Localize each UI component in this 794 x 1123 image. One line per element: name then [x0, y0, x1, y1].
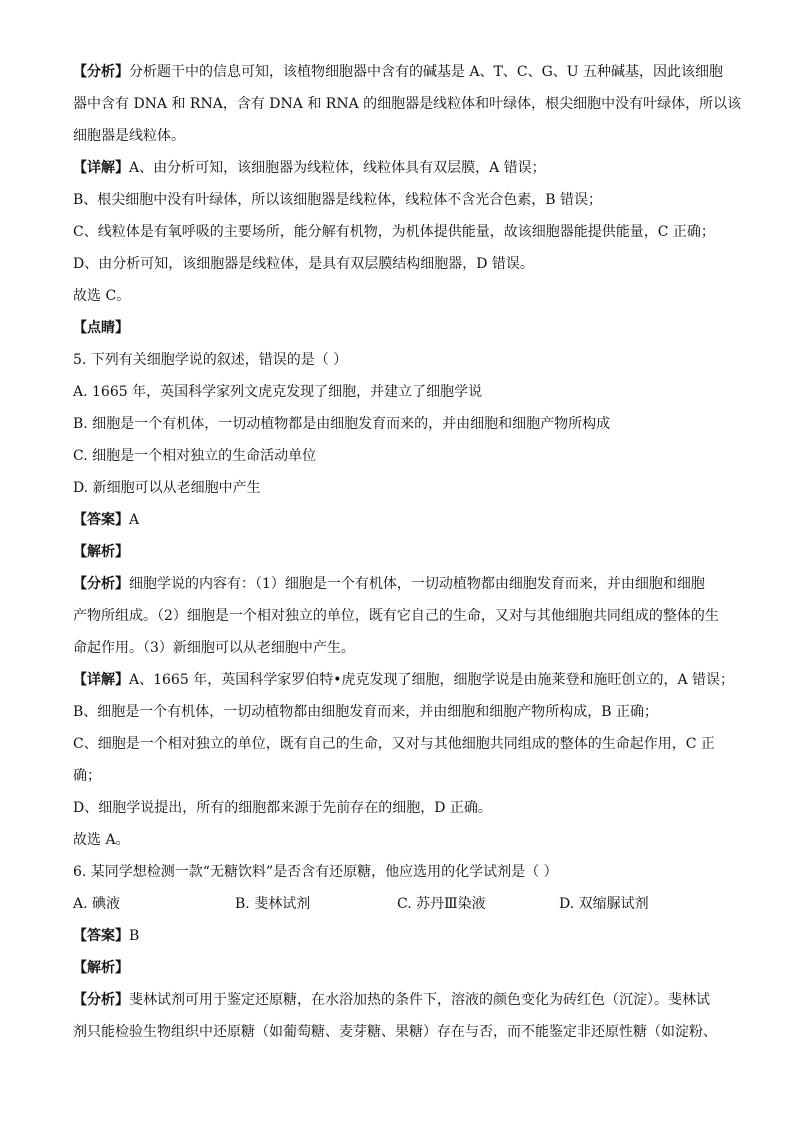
- text-line: 【解析】: [73, 544, 129, 560]
- text-line: D、细胞学说提出，所有的细胞都来源于先前存在的细胞，D 正确。: [73, 800, 492, 816]
- text-line: 【详解】A、1665 年，英国科学家罗伯特•虎克发现了细胞，细胞学说是由施莱登和施旺创立的，A 错误；: [73, 672, 735, 688]
- text-line: 剂只能检验生物组织中还原糖（如葡萄糖、麦芽糖、果糖）存在与否，而不能鉴定非还原性糖（如淀粉、: [73, 1024, 717, 1040]
- text-line: B、细胞是一个有机体，一切动植物都由细胞发育而来，并由细胞和细胞产物所构成，B 正确；: [73, 704, 659, 720]
- text-line: 【点睛】: [73, 320, 129, 336]
- question-6-stem: 6. 某同学想检测一款“无糖饮料”是否含有还原糖，他应选用的化学试剂是（ ）: [73, 864, 558, 880]
- text-line: 【解析】: [73, 960, 129, 976]
- question-5-stem: 5. 下列有关细胞学说的叙述，错误的是（ ）: [73, 352, 348, 368]
- text-line: 【分析】斐林试剂可用于鉴定还原糖，在水浴加热的条件下，溶液的颜色变化为砖红色（沉淀）。斐林试: [73, 992, 710, 1008]
- text-line: 【分析】分析题干中的信息可知，该植物细胞器中含有的碱基是 A、T、C、G、U 五种碱基，因此该细胞: [73, 64, 724, 80]
- text-line: B、根尖细胞中没有叶绿体，所以该细胞器是线粒体，线粒体不含光合色素，B 错误；: [73, 192, 603, 208]
- text-line: 确；: [73, 768, 101, 784]
- text-line: 故选 A。: [73, 832, 130, 848]
- answer-line: 【答案】B: [73, 928, 140, 944]
- option-d: D. 新细胞可以从老细胞中产生: [73, 480, 261, 496]
- text-line: 【分析】细胞学说的内容有：（1）细胞是一个有机体，一切动植物都由细胞发育而来，并由细胞和细胞: [73, 576, 705, 592]
- option-a: A. 碘液: [73, 896, 121, 912]
- text-line: C、细胞是一个相对独立的单位，既有自己的生命，又对与其他细胞共同组成的整体的生命起作用，C 正: [73, 736, 715, 752]
- text-line: 故选 C。: [73, 288, 131, 304]
- text-line: D、由分析可知，该细胞器是线粒体，是具有双层膜结构细胞器，D 错误。: [73, 256, 534, 272]
- text-line: C、线粒体是有氧呼吸的主要场所，能分解有机物，为机体提供能量，故该细胞器能提供能量，C 正确；: [73, 224, 715, 240]
- option-b: B. 斐林试剂: [235, 896, 311, 912]
- answer-line: 【答案】A: [73, 512, 140, 528]
- option-d: D. 双缩脲试剂: [559, 896, 649, 912]
- option-c: C. 细胞是一个相对独立的生命活动单位: [73, 448, 317, 464]
- option-a: A. 1665 年，英国科学家列文虎克发现了细胞，并建立了细胞学说: [73, 384, 483, 400]
- text-line: 细胞器是线粒体。: [73, 128, 185, 144]
- option-b: B. 细胞是一个有机体，一切动植物都是由细胞发育而来的，并由细胞和细胞产物所构成: [73, 416, 611, 432]
- text-line: 【详解】A、由分析可知，该细胞器为线粒体，线粒体具有双层膜，A 错误；: [73, 160, 546, 176]
- text-line: 器中含有 DNA 和 RNA，含有 DNA 和 RNA 的细胞器是线粒体和叶绿体，根尖细胞中没有叶绿体，所以该: [73, 96, 742, 112]
- option-c: C. 苏丹Ⅲ染液: [397, 896, 486, 912]
- text-line: 命起作用。（3）新细胞可以从老细胞中产生。: [73, 640, 355, 656]
- text-line: 产物所组成。（2）细胞是一个相对独立的单位，既有它自己的生命，又对与其他细胞共同组成的整体的生: [73, 608, 719, 624]
